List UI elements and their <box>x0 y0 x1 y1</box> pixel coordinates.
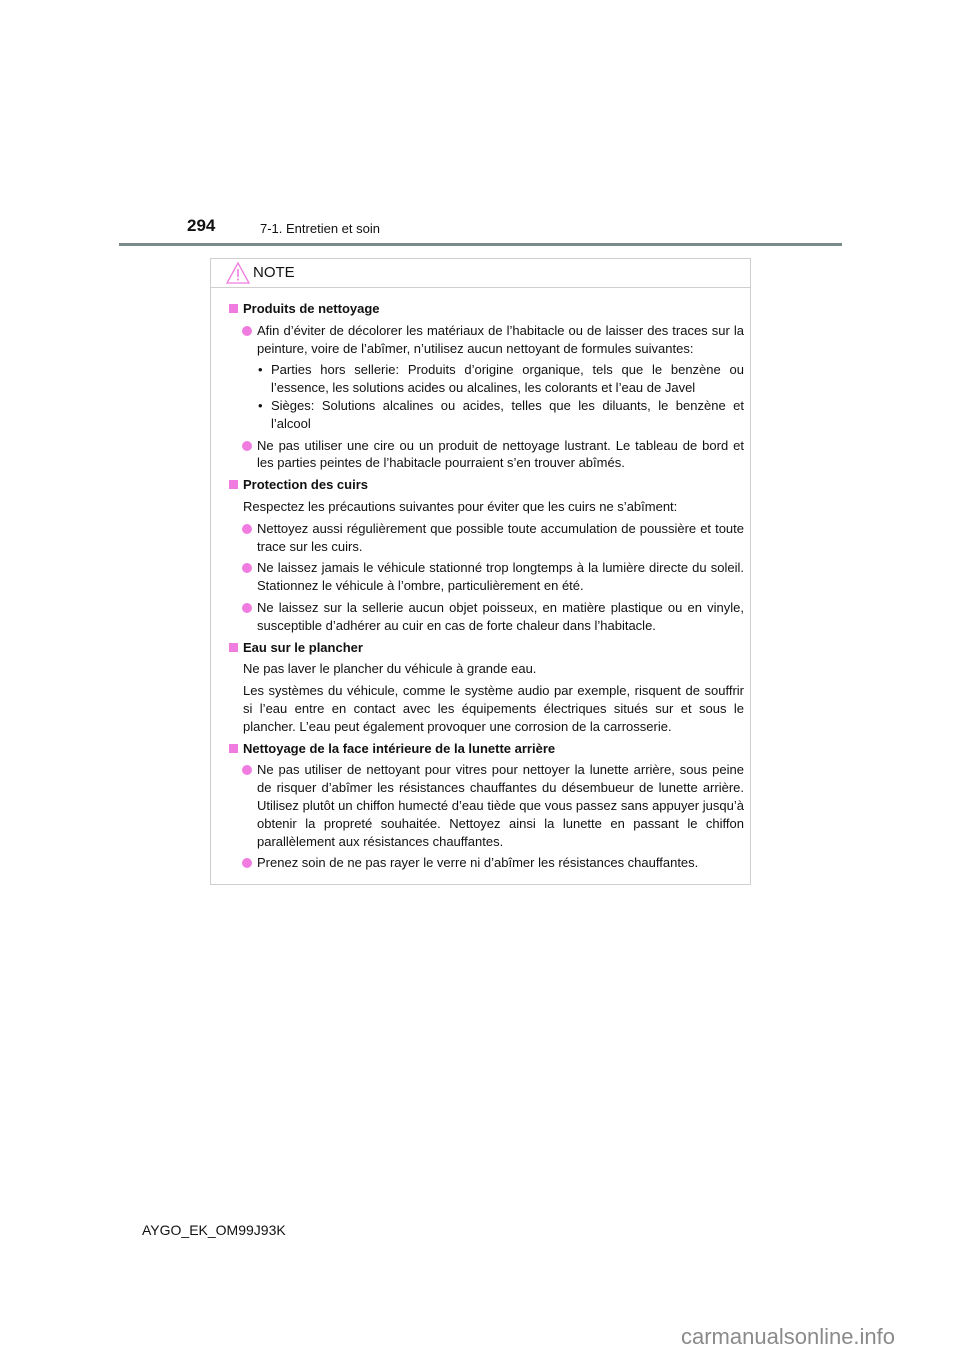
sub-item-text: Parties hors sellerie: Produits d’origine organique, tels que le benzène ou l’essence, les solutions acides ou alcalines, les colorants et l’eau de Javel <box>271 362 744 396</box>
document-code: AYGO_EK_OM99J93K <box>142 1222 286 1238</box>
dot-bullet-icon: • <box>258 397 263 413</box>
note-header <box>211 259 750 288</box>
bullet-item <box>257 854 744 872</box>
bullet-text: Ne pas utiliser de nettoyant pour vitres pour nettoyer la lunette arrière, sous peine de risquer d’abîmer les résistances chauffantes du désembueur de lunette arrière. Utilisez plutôt un chiffon humecté d’eau tiède que vous passez sans appuyer jusqu’à obtenir la propreté souhaitée. Nettoyez ainsi la lunette en passant le chiffon parallèlement aux résistances chauffantes. <box>257 762 744 849</box>
bullet-text: Ne pas utiliser une cire ou un produit de nettoyage lustrant. Le tableau de bord et les parties peintes de l’habitacle pourraient s’en trouver abîmés. <box>257 437 744 471</box>
circle-bullet-icon <box>242 441 252 451</box>
sub-item <box>258 361 744 397</box>
sub-list <box>229 361 744 432</box>
section-heading-text: Nettoyage de la face intérieure de la lunette arrière <box>243 740 556 756</box>
bullet-text: Nettoyez aussi régulièrement que possible toute accumulation de poussière et toute trace sur les cuirs. <box>257 520 744 554</box>
bullet-text: Afin d’éviter de décolorer les matériaux de l’habitacle ou de laisser des traces sur la peinture, voire de l’abîmer, n’utilisez aucun nettoyant de formules suivantes: <box>257 322 744 356</box>
circle-bullet-icon <box>242 524 252 534</box>
circle-bullet-icon <box>242 326 252 336</box>
bullet-item <box>257 599 744 635</box>
note-title: NOTE <box>253 264 295 281</box>
bullet-item <box>257 437 744 473</box>
bullet-item <box>257 559 744 595</box>
sub-item-text: Sièges: Solutions alcalines ou acides, telles que les diluants, le benzène et l’alcool <box>271 397 744 431</box>
section-heading-text: Protection des cuirs <box>243 477 368 493</box>
sub-item <box>258 397 744 433</box>
circle-bullet-icon <box>242 765 252 775</box>
square-bullet-icon <box>229 480 238 489</box>
paragraph: Respectez les précautions suivantes pour éviter que les cuirs ne s’abîment: <box>243 498 678 514</box>
section-heading-text: Eau sur le plancher <box>243 639 363 655</box>
bullet-item <box>257 520 744 556</box>
section-title: 7-1. Entretien et soin <box>260 221 380 236</box>
bullet-text: Ne laissez jamais le véhicule stationné trop longtemps à la lumière directe du soleil. Stationnez le véhicule à l’ombre, particulièrement en été. <box>257 560 744 594</box>
circle-bullet-icon <box>242 563 252 573</box>
circle-bullet-icon <box>242 603 252 613</box>
paragraph: Les systèmes du véhicule, comme le système audio par exemple, risquent de souffrir si l’eau entre en contact avec les équipements électriques situés sur et sous le plancher. L’eau peut également provoquer une corrosion de la carrosserie. <box>243 683 744 734</box>
dot-bullet-icon: • <box>258 362 263 378</box>
page-number: 294 <box>187 216 216 235</box>
watermark: carmanualsonline.info <box>681 1324 896 1349</box>
section-heading <box>243 476 744 494</box>
bullet-item <box>257 761 744 850</box>
bullet-text: Prenez soin de ne pas rayer le verre ni d’abîmer les résistances chauffantes. <box>257 855 699 871</box>
section-heading <box>243 639 744 657</box>
note-content <box>211 288 750 872</box>
warning-triangle-icon <box>225 261 251 285</box>
section-heading <box>243 300 744 318</box>
section-heading <box>243 740 744 758</box>
square-bullet-icon <box>229 304 238 313</box>
circle-bullet-icon <box>242 858 252 868</box>
bullet-item <box>257 322 744 358</box>
square-bullet-icon <box>229 744 238 753</box>
bullet-text: Ne laissez sur la sellerie aucun objet poisseux, en matière plastique ou en vinyle, susceptible d’adhérer au cuir en cas de forte chaleur dans l’habitacle. <box>257 599 744 633</box>
note-box <box>210 258 751 885</box>
header-rule <box>119 243 842 246</box>
section-heading-text: Produits de nettoyage <box>243 301 380 316</box>
square-bullet-icon <box>229 643 238 652</box>
paragraph: Ne pas laver le plancher du véhicule à grande eau. <box>243 661 537 677</box>
